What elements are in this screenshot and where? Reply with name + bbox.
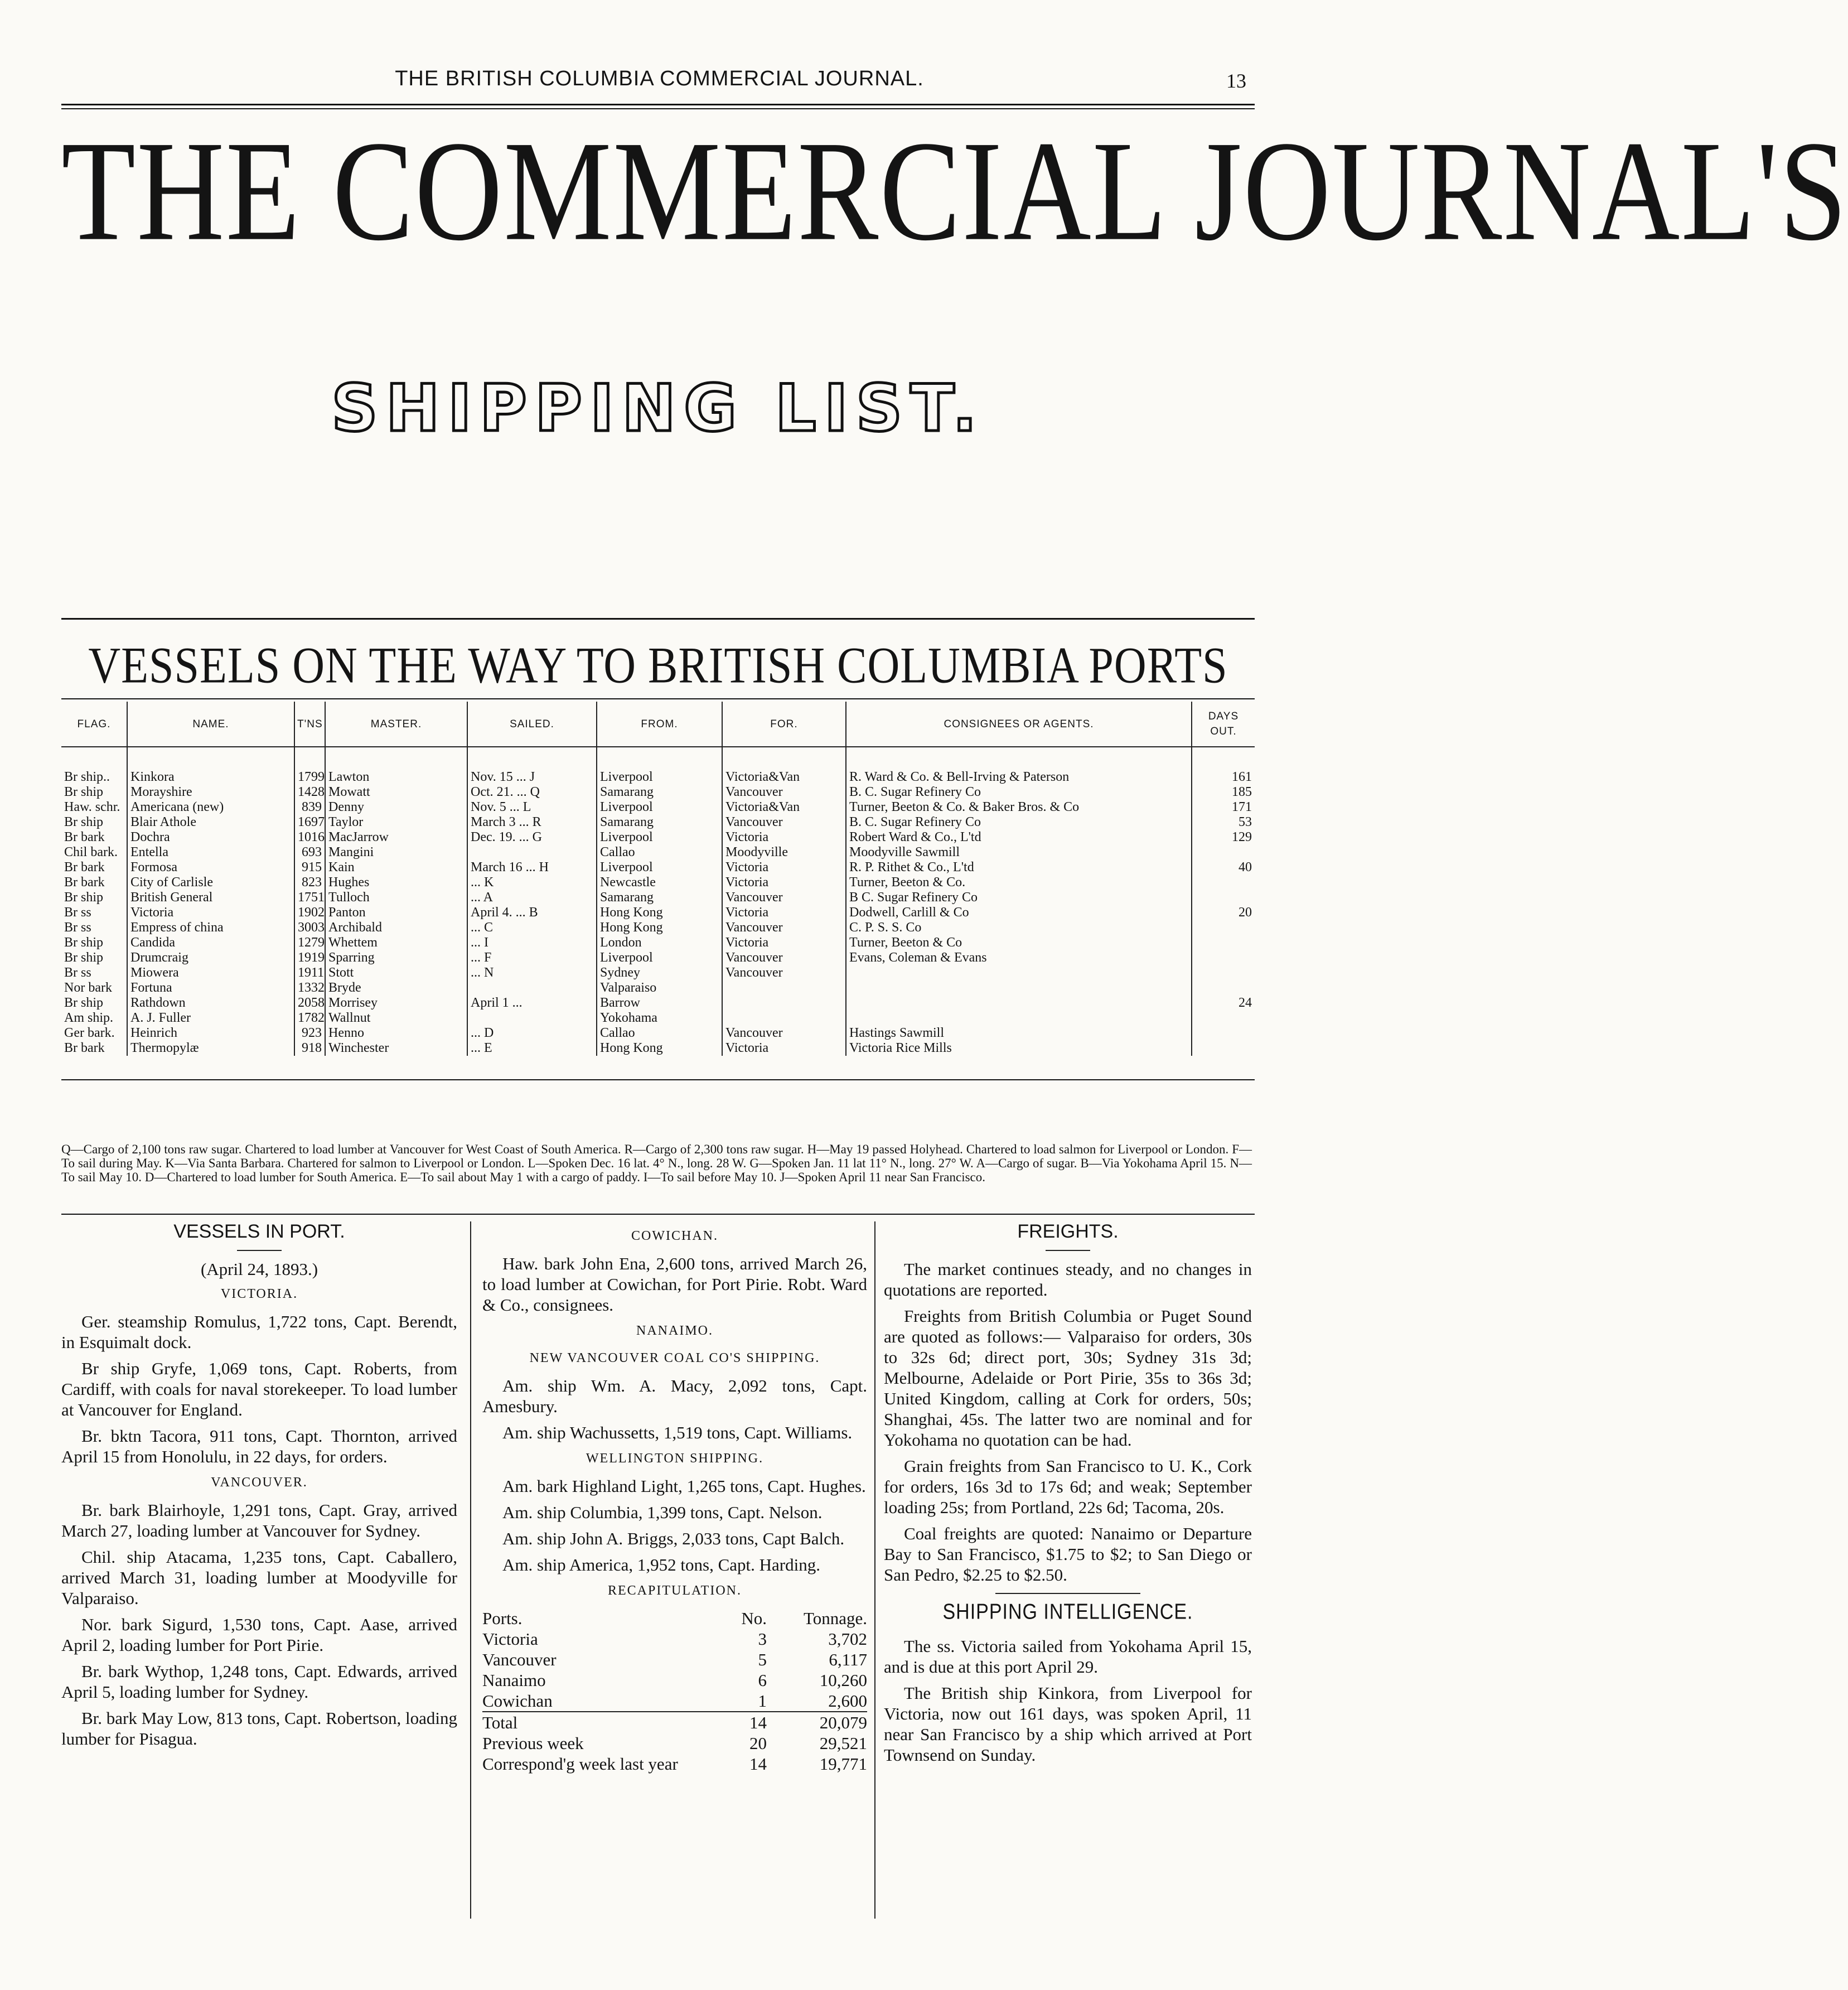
col-consignees: CONSIGNEES OR AGENTS. [846, 702, 1192, 747]
cell-flag: Br bark [64, 830, 105, 844]
cell-tons: 1751 [294, 890, 325, 905]
cell-flag: Haw. schr. [64, 800, 120, 814]
vessel-entry: Ger. steamship Romulus, 1,722 tons, Capt. Berendt, in Esquimalt dock. [61, 1312, 457, 1352]
cell-master: Sparring [325, 950, 467, 965]
table-bottom-rule [61, 1079, 1255, 1080]
cell-consignees [846, 1011, 1192, 1026]
recap-port: Victoria [482, 1629, 538, 1649]
cell-from: Liverpool [597, 830, 722, 845]
cell-tons: 1911 [294, 965, 325, 980]
recap-tonnage: 3,702 [828, 1629, 867, 1649]
cell-flag: Br ship [64, 935, 104, 950]
cell-name: Formosa [127, 860, 294, 875]
cell-tons: 1902 [294, 905, 325, 920]
cell-days-out: 129 [1192, 830, 1255, 845]
cell-days-out: 171 [1192, 800, 1255, 815]
cell-consignees [846, 980, 1192, 996]
cell-flag: Br bark [64, 1041, 105, 1055]
cell-flag: Br ship [64, 890, 104, 905]
recap-tonnage: 6,117 [829, 1650, 867, 1669]
cell-tons: 1016 [294, 830, 325, 845]
new-vancouver-coal-heading: NEW VANCOUVER COAL CO'S SHIPPING. [529, 1351, 820, 1365]
cell-flag: Br ship [64, 815, 104, 829]
vessel-entry: Chil. ship Atacama, 1,235 tons, Capt. Caballero, arrived March 31, loading lumber at Moodyville for Valparaiso. [61, 1547, 457, 1608]
cell-name: A. J. Fuller [127, 1011, 294, 1026]
cell-days-out [1192, 920, 1255, 935]
cell-tons: 1782 [294, 1011, 325, 1026]
cell-consignees: Robert Ward & Co., L'td [846, 830, 1192, 845]
cell-name: Thermopylæ [127, 1041, 294, 1056]
cell-consignees: Turner, Beeton & Co. & Baker Bros. & Co [846, 800, 1192, 815]
cell-for: Victoria [722, 860, 846, 875]
cell-consignees: B. C. Sugar Refinery Co [846, 785, 1192, 800]
cell-tons: 1799 [294, 747, 325, 785]
cell-from: Liverpool [597, 860, 722, 875]
cell-master: Kain [325, 860, 467, 875]
table-row [61, 980, 1255, 996]
cell-flag: Br ss [64, 905, 91, 920]
cell-for [722, 1011, 846, 1026]
freights-paragraph: Freights from British Columbia or Puget Sound are quoted as follows:— Valparaiso for orders, 30s to 32s 6d; direct port, 30s; Sydney 31s 3d; Melbourne, Adelaide or Port Pirie, 35s to 36s 3d; United Kingdom, calling at Cork for orders, 50s; Shanghai, 45s. The latter two are nominal and for Yokohama no quotation can be had. [884, 1306, 1252, 1450]
cell-for: Victoria [722, 1041, 846, 1056]
cell-days-out [1192, 1026, 1255, 1041]
table-row [61, 996, 1255, 1011]
column-divider-1 [470, 1221, 471, 1919]
cell-master: Stott [325, 965, 467, 980]
cowichan-vessels [482, 1253, 867, 1315]
cell-from: Hong Kong [597, 1041, 722, 1056]
cell-sailed: April 4. ... B [467, 905, 597, 920]
cell-sailed: April 1 ... [467, 996, 597, 1011]
cell-consignees: B C. Sugar Refinery Co [846, 890, 1192, 905]
table-row [61, 890, 1255, 905]
cell-tons: 1279 [294, 935, 325, 950]
victoria-vessels [61, 1311, 457, 1467]
cell-master: Mangini [325, 845, 467, 860]
running-title: THE BRITISH COLUMBIA COMMERCIAL JOURNAL. [395, 67, 924, 90]
vessels-in-port-column [61, 1221, 457, 1755]
cell-sailed: ... I [467, 935, 597, 950]
cell-from: Callao [597, 845, 722, 860]
table-row [61, 1011, 1255, 1026]
freights-paragraphs [884, 1259, 1252, 1585]
cell-master: Wallnut [325, 1011, 467, 1026]
cell-days-out: 185 [1192, 785, 1255, 800]
cell-master: Archibald [325, 920, 467, 935]
vessel-entry: Am. bark Highland Light, 1,265 tons, Capt. Hughes. [502, 1476, 866, 1496]
cell-flag: Nor bark [64, 980, 112, 995]
cell-consignees: Hastings Sawmill [846, 1026, 1192, 1041]
recap-port: Cowichan [482, 1691, 553, 1711]
vessel-entry: Am. ship America, 1,952 tons, Capt. Harding. [502, 1555, 820, 1574]
recap-previous-tonnage: 29,521 [819, 1733, 867, 1753]
recap-total-no: 14 [729, 1712, 787, 1733]
table-row [61, 747, 1255, 785]
cell-sailed [467, 980, 597, 996]
recap-col-tonnage: Tonnage. [803, 1609, 867, 1628]
cell-for: Victoria [722, 830, 846, 845]
cell-from: Callao [597, 1026, 722, 1041]
cell-flag: Br ss [64, 965, 91, 980]
cargo-notes: Q—Cargo of 2,100 tons raw sugar. Chartered to load lumber at Vancouver for West Coast of South America. R—Cargo of 2,300 tons raw sugar. H—May 19 passed Holyhead. Chartered to load salmon for Liverpool or London. F—To sail during May. K—Via Santa Barbara. Chartered for salmon to Liverpool or London. L—Spoken Dec. 16 lat. 4° N., long. 28 W. G—Spoken Jan. 11 lat 11° N., long. 27° W. A—Cargo of sugar. B—Via Yokohama April 15. N—To sail May 10. D—Chartered to load lumber for South America. E—To sail about May 1 with a cargo of paddy. I—To sail before May 10. J—Spoken April 11 near San Francisco. [61, 1142, 1252, 1184]
vessel-entry: Br. bark May Low, 813 tons, Capt. Robertson, loading lumber for Pisagua. [61, 1708, 457, 1749]
table-row [61, 935, 1255, 950]
cell-consignees: R. Ward & Co. & Bell-Irving & Paterson [846, 747, 1192, 785]
recap-tonnage: 2,600 [828, 1691, 867, 1711]
vessel-entry: Am. ship Wm. A. Macy, 2,092 tons, Capt. Amesbury. [482, 1376, 867, 1416]
cell-from: Samarang [597, 785, 722, 800]
cell-for: Victoria&Van [722, 800, 846, 815]
table-row [61, 815, 1255, 830]
cell-sailed: ... E [467, 1041, 597, 1056]
cell-flag: Br bark [64, 875, 105, 890]
cell-consignees: Victoria Rice Mills [846, 1041, 1192, 1056]
cell-name: Entella [127, 845, 294, 860]
cell-sailed [467, 1011, 597, 1026]
cell-name: Heinrich [127, 1026, 294, 1041]
recap-previous-no: 20 [749, 1733, 767, 1753]
recap-row [482, 1649, 867, 1670]
cell-name: Fortuna [127, 980, 294, 996]
cell-name: Candida [127, 935, 294, 950]
col-tons: T'NS [294, 702, 325, 747]
cell-days-out [1192, 845, 1255, 860]
vessel-entry: Nor. bark Sigurd, 1,530 tons, Capt. Aase, arrived April 2, loading lumber for Port Pirie. [61, 1615, 457, 1655]
recap-last-year-row [482, 1754, 867, 1774]
cell-tons: 693 [294, 845, 325, 860]
cell-flag: Br ship [64, 950, 104, 965]
cell-sailed: ... N [467, 965, 597, 980]
wellington-vessels [482, 1476, 867, 1575]
table-row [61, 965, 1255, 980]
cell-sailed: ... K [467, 875, 597, 890]
cell-sailed: Dec. 19. ... G [467, 830, 597, 845]
recap-col-ports: Ports. [482, 1609, 523, 1628]
col-days-out: DAYS OUT. [1192, 702, 1255, 747]
cell-sailed [467, 845, 597, 860]
cell-flag: Br ship [64, 996, 104, 1010]
vancouver-heading: VANCOUVER. [211, 1475, 308, 1490]
cell-days-out [1192, 1041, 1255, 1056]
cell-flag: Br bark [64, 860, 105, 875]
recap-total-label: Total [482, 1712, 729, 1733]
recap-heading: RECAPITULATION. [608, 1583, 742, 1598]
cell-consignees: R. P. Rithet & Co., L'td [846, 860, 1192, 875]
cell-sailed: March 16 ... H [467, 860, 597, 875]
short-rule [237, 1250, 282, 1251]
cell-name: Drumcraig [127, 950, 294, 965]
cell-tons: 823 [294, 875, 325, 890]
cell-name: Rathdown [127, 996, 294, 1011]
table-row [61, 905, 1255, 920]
cell-tons: 2058 [294, 996, 325, 1011]
vessel-entry: Am. ship John A. Briggs, 2,033 tons, Capt Balch. [502, 1529, 845, 1548]
vancouver-vessels [61, 1500, 457, 1749]
cell-for: Victoria [722, 935, 846, 950]
cell-name: Kinkora [127, 747, 294, 785]
cell-name: Miowera [127, 965, 294, 980]
cell-from: London [597, 935, 722, 950]
col-sailed: SAILED. [467, 702, 597, 747]
cell-consignees: Turner, Beeton & Co. [846, 875, 1192, 890]
cell-master: Mowatt [325, 785, 467, 800]
cell-from: Sydney [597, 965, 722, 980]
section-rule [61, 618, 1255, 620]
intelligence-paragraph: The ss. Victoria sailed from Yokohama April 15, and is due at this port April 29. [884, 1636, 1252, 1677]
table-row [61, 1041, 1255, 1056]
freights-paragraph: Coal freights are quoted: Nanaimo or Departure Bay to San Francisco, $1.75 to $2; to San Diego or San Pedro, $2.25 to $2.50. [884, 1524, 1252, 1585]
recap-port: Nanaimo [482, 1670, 546, 1690]
recap-no: 3 [758, 1629, 767, 1649]
vessel-entry: Br. bark Blairhoyle, 1,291 tons, Capt. Gray, arrived March 27, loading lumber at Vancouver for Sydney. [61, 1500, 457, 1540]
recap-previous-row [482, 1733, 867, 1754]
vessel-entry: Haw. bark John Ena, 2,600 tons, arrived March 26, to load lumber at Cowichan, for Port Pirie. Robt. Ward & Co., consignees. [482, 1254, 867, 1315]
cell-master: Lawton [325, 747, 467, 785]
cell-for: Moodyville [722, 845, 846, 860]
cell-from: Valparaiso [597, 980, 722, 996]
cell-sailed: ... A [467, 890, 597, 905]
recap-previous-label: Previous week [482, 1733, 584, 1753]
cell-for [722, 996, 846, 1011]
cell-sailed: Oct. 21. ... Q [467, 785, 597, 800]
recap-no: 5 [758, 1650, 767, 1669]
nanaimo-heading: NANAIMO. [636, 1324, 713, 1338]
cell-name: Empress of china [127, 920, 294, 935]
cell-sailed: Nov. 15 ... J [467, 747, 597, 785]
vessel-entry: Br. bark Wythop, 1,248 tons, Capt. Edwards, arrived April 5, loading lumber for Sydney. [61, 1661, 457, 1702]
cell-tons: 1428 [294, 785, 325, 800]
recap-last-year-no: 14 [749, 1754, 767, 1774]
recap-row [482, 1629, 867, 1649]
cell-for: Vancouver [722, 890, 846, 905]
cell-name: Blair Athole [127, 815, 294, 830]
recap-rows [482, 1629, 867, 1712]
cell-days-out [1192, 980, 1255, 996]
table-row [61, 845, 1255, 860]
cell-days-out [1192, 965, 1255, 980]
col-for: FOR. [722, 702, 846, 747]
lower-section-rule [61, 1214, 1255, 1215]
new-vancouver-coal-vessels [482, 1375, 867, 1443]
running-head [67, 67, 1252, 100]
cell-from: Newcastle [597, 875, 722, 890]
vessel-entry: Br. bktn Tacora, 911 tons, Capt. Thornton, arrived April 15 from Honolulu, in 22 days, for orders. [61, 1426, 457, 1466]
cell-flag: Chil bark. [64, 845, 118, 859]
cell-name: Americana (new) [127, 800, 294, 815]
cell-tons: 3003 [294, 920, 325, 935]
cell-master: Winchester [325, 1041, 467, 1056]
cell-consignees: Dodwell, Carlill & Co [846, 905, 1192, 920]
header-rule-thin [61, 108, 1255, 109]
cell-sailed: March 3 ... R [467, 815, 597, 830]
cell-master: Taylor [325, 815, 467, 830]
cell-tons: 915 [294, 860, 325, 875]
cell-name: Morayshire [127, 785, 294, 800]
recap-header-row [482, 1608, 867, 1629]
cell-from: Liverpool [597, 950, 722, 965]
cell-master: Denny [325, 800, 467, 815]
col-master: MASTER. [325, 702, 467, 747]
recap-total-row [482, 1712, 867, 1733]
table-row [61, 785, 1255, 800]
wellington-heading: WELLINGTON SHIPPING. [586, 1451, 764, 1466]
cell-master: Panton [325, 905, 467, 920]
cell-sailed: ... C [467, 920, 597, 935]
cell-days-out [1192, 935, 1255, 950]
short-rule [1046, 1250, 1090, 1251]
cell-name: City of Carlisle [127, 875, 294, 890]
cell-days-out [1192, 1011, 1255, 1026]
table-row [61, 950, 1255, 965]
recap-col-no: No. [741, 1609, 767, 1628]
cell-for: Vancouver [722, 965, 846, 980]
table-row [61, 1026, 1255, 1041]
cell-flag: Br ship [64, 785, 104, 799]
cell-master: Tulloch [325, 890, 467, 905]
freights-paragraph: The market continues steady, and no changes in quotations are reported. [884, 1259, 1252, 1300]
recap-port: Vancouver [482, 1650, 557, 1669]
cell-days-out: 53 [1192, 815, 1255, 830]
table-row [61, 920, 1255, 935]
cell-consignees [846, 996, 1192, 1011]
masthead-title: THE COMMERCIAL JOURNAL'S [61, 112, 1848, 271]
freights-title: FREIGHTS. [1017, 1221, 1119, 1242]
cell-name: Victoria [127, 905, 294, 920]
cell-sailed: ... D [467, 1026, 597, 1041]
cell-flag: Am ship. [64, 1011, 114, 1025]
recap-table [482, 1608, 867, 1774]
cell-flag: Br ss [64, 920, 91, 935]
port-date: (April 24, 1893.) [200, 1259, 318, 1279]
cell-from: Barrow [597, 996, 722, 1011]
cell-days-out: 20 [1192, 905, 1255, 920]
cell-name: Dochra [127, 830, 294, 845]
cell-from: Samarang [597, 890, 722, 905]
cell-days-out: 24 [1192, 996, 1255, 1011]
vessels-title: VESSELS ON THE WAY TO BRITISH COLUMBIA PORTS [88, 637, 1228, 694]
ornament-rule [995, 1593, 1140, 1594]
cell-master: Whettem [325, 935, 467, 950]
recap-last-year-tonnage: 19,771 [819, 1754, 867, 1774]
recap-no: 6 [758, 1670, 767, 1690]
victoria-heading: VICTORIA. [220, 1287, 298, 1301]
vessels-in-port-title: VESSELS IN PORT. [173, 1221, 345, 1242]
cell-master: Morrisey [325, 996, 467, 1011]
cell-days-out: 40 [1192, 860, 1255, 875]
table-row [61, 860, 1255, 875]
cell-from: Hong Kong [597, 905, 722, 920]
intelligence-paragraph: The British ship Kinkora, from Liverpool for Victoria, now out 161 days, was spoken April, 11 near San Francisco by a ship which arrived at Port Townsend on Sunday. [884, 1683, 1252, 1765]
cell-consignees [846, 965, 1192, 980]
cell-from: Liverpool [597, 747, 722, 785]
cell-flag: Br ship.. [64, 770, 110, 784]
vessel-entry: Br ship Gryfe, 1,069 tons, Capt. Roberts, from Cardiff, with coals for naval storekeeper. To load lumber at Vancouver for England. [61, 1359, 457, 1419]
cell-days-out: 161 [1192, 747, 1255, 785]
cell-from: Yokohama [597, 1011, 722, 1026]
cell-consignees: C. P. S. S. Co [846, 920, 1192, 935]
freights-column [884, 1221, 1252, 1771]
recap-row [482, 1670, 867, 1690]
vessels-table [61, 702, 1255, 1056]
cell-days-out [1192, 950, 1255, 965]
cell-sailed: Nov. 5 ... L [467, 800, 597, 815]
intelligence-paragraphs [884, 1636, 1252, 1765]
recap-row [482, 1690, 867, 1712]
vessel-entry: Am. ship Columbia, 1,399 tons, Capt. Nelson. [502, 1503, 823, 1522]
intelligence-title: SHIPPING INTELLIGENCE. [942, 1600, 1193, 1624]
column-divider-2 [874, 1221, 875, 1919]
table-row [61, 875, 1255, 890]
table-top-rule [61, 698, 1255, 699]
col-name: NAME. [127, 702, 294, 747]
vessels-table-body [61, 747, 1255, 1056]
cell-for: Vancouver [722, 1026, 846, 1041]
cell-days-out [1192, 890, 1255, 905]
cell-for: Victoria [722, 875, 846, 890]
cell-master: Hughes [325, 875, 467, 890]
col-from: FROM. [597, 702, 722, 747]
cell-for [722, 980, 846, 996]
col-flag: FLAG. [61, 702, 127, 747]
cell-from: Liverpool [597, 800, 722, 815]
table-header-row [61, 702, 1255, 747]
cowichan-nanaimo-column [482, 1221, 867, 1774]
cell-for: Vancouver [722, 920, 846, 935]
header-rule [61, 104, 1255, 105]
cell-master: Bryde [325, 980, 467, 996]
cell-days-out [1192, 875, 1255, 890]
recap-no: 1 [758, 1691, 767, 1711]
cell-for: Vancouver [722, 950, 846, 965]
shipping-list-title: SHIPPING LIST. [331, 371, 985, 446]
cell-from: Samarang [597, 815, 722, 830]
cell-tons: 839 [294, 800, 325, 815]
cell-flag: Ger bark. [64, 1026, 115, 1040]
cell-tons: 1332 [294, 980, 325, 996]
cell-tons: 1697 [294, 815, 325, 830]
cell-for: Victoria&Van [722, 747, 846, 785]
table-row [61, 830, 1255, 845]
cell-sailed: ... F [467, 950, 597, 965]
cell-consignees: Turner, Beeton & Co [846, 935, 1192, 950]
cell-tons: 918 [294, 1041, 325, 1056]
table-row [61, 800, 1255, 815]
cell-for: Vancouver [722, 785, 846, 800]
cell-for: Victoria [722, 905, 846, 920]
cell-tons: 1919 [294, 950, 325, 965]
page-number: 13 [1226, 70, 1246, 92]
cell-master: Henno [325, 1026, 467, 1041]
cowichan-heading: COWICHAN. [631, 1229, 718, 1243]
cell-master: MacJarrow [325, 830, 467, 845]
recap-tonnage: 10,260 [819, 1670, 867, 1690]
cell-consignees: Evans, Coleman & Evans [846, 950, 1192, 965]
vessel-entry: Am. ship Wachussetts, 1,519 tons, Capt. Williams. [502, 1423, 853, 1442]
recap-total-tonnage: 20,079 [787, 1712, 867, 1733]
cell-tons: 923 [294, 1026, 325, 1041]
cell-consignees: B. C. Sugar Refinery Co [846, 815, 1192, 830]
cell-for: Vancouver [722, 815, 846, 830]
cell-name: British General [127, 890, 294, 905]
cell-consignees: Moodyville Sawmill [846, 845, 1192, 860]
freights-paragraph: Grain freights from San Francisco to U. K., Cork for orders, 16s 3d to 17s 6d; and weak; September loading 25s; from Portland, 22s 6d; Tacoma, 20s. [884, 1456, 1252, 1517]
cell-from: Hong Kong [597, 920, 722, 935]
recap-last-year-label: Correspond'g week last year [482, 1754, 678, 1774]
